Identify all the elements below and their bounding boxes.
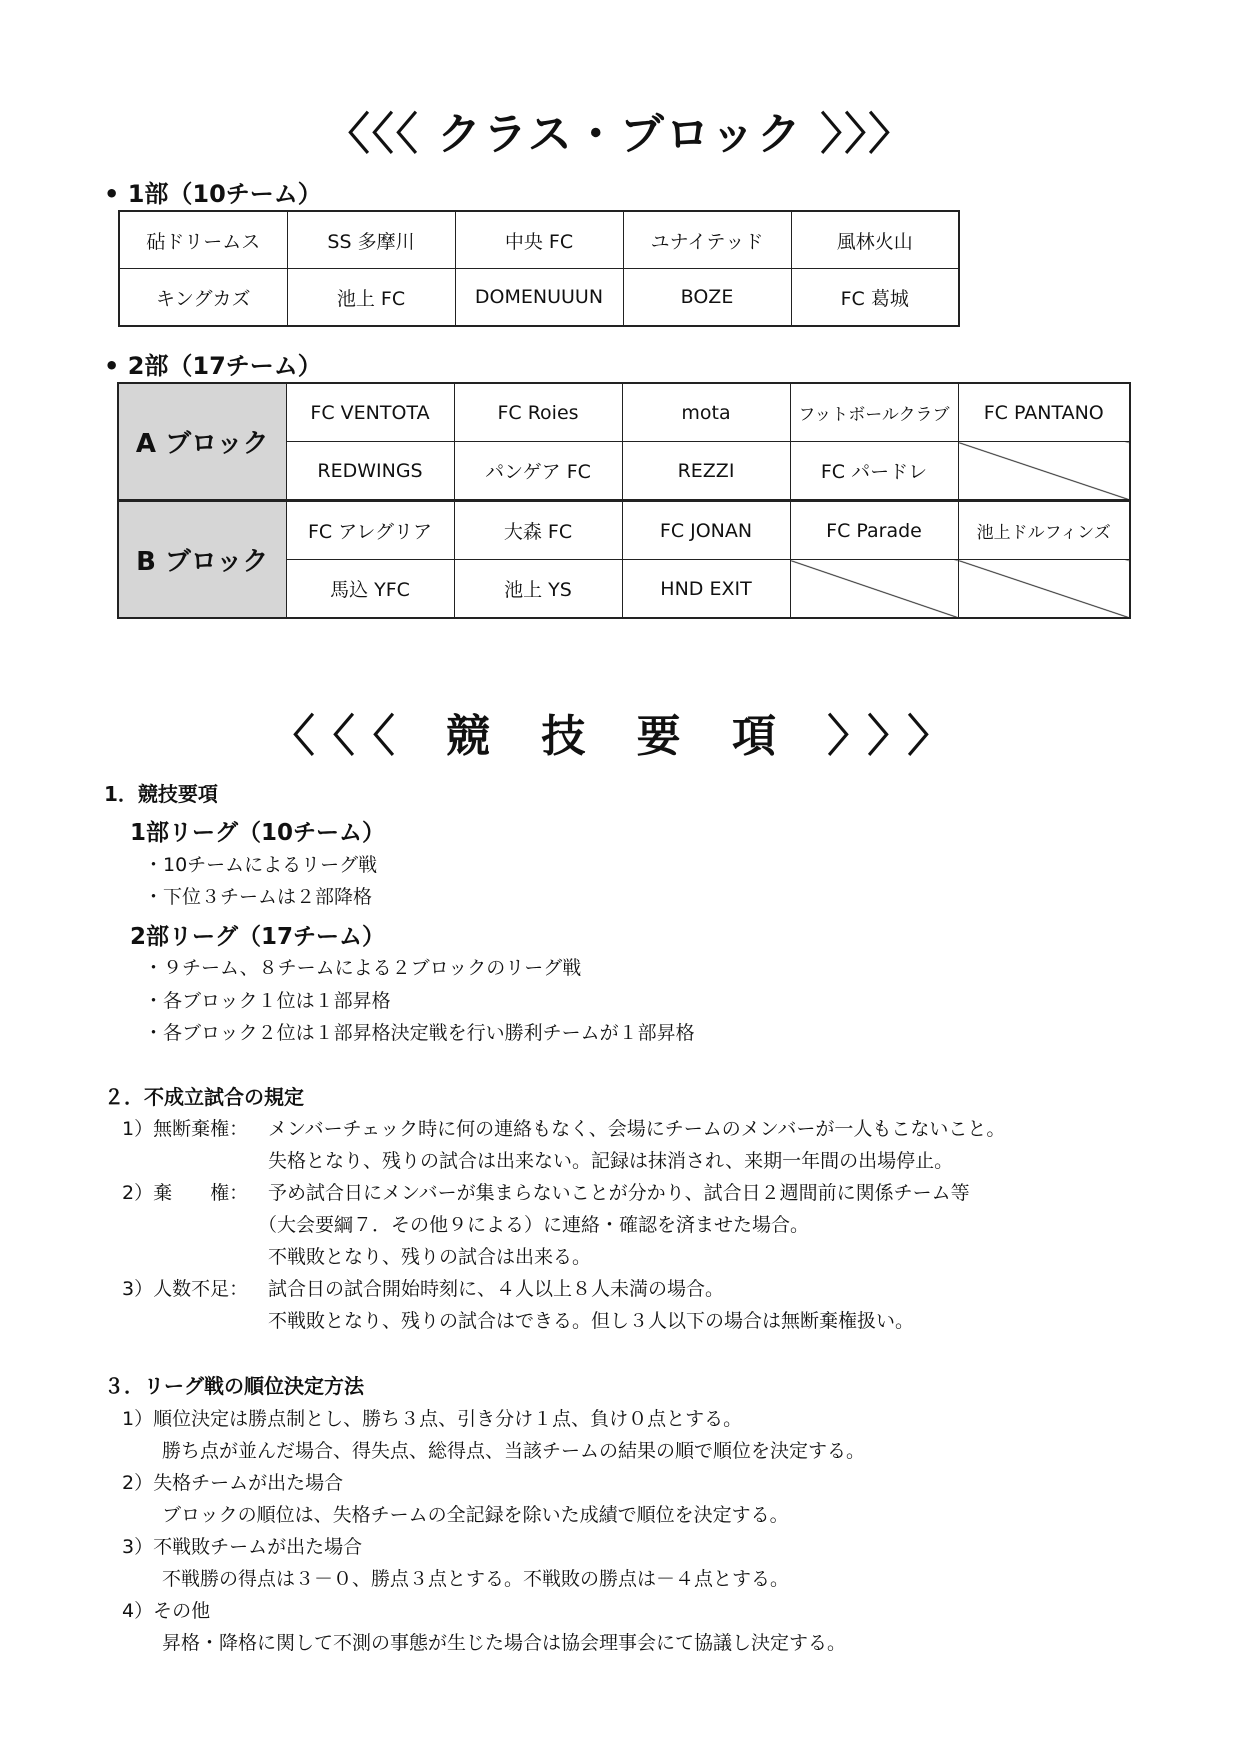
rule-2-text: （大会要綱７．その他９による）に連絡・確認を済ませた場合。	[258, 1214, 810, 1236]
team-cell: FC Roies	[454, 383, 622, 442]
team-cell: REZZI	[622, 442, 790, 501]
list-item: ・９チーム、８チームによる２ブロックのリーグ戦	[144, 957, 582, 979]
division2-heading: • 2部（17チーム）	[104, 352, 322, 380]
team-cell: FC Parade	[790, 501, 958, 560]
list-item: ・各ブロック２位は１部昇格決定戦を行い勝利チームが１部昇格	[144, 1022, 695, 1044]
list-item: ・10チームによるリーグ戦	[144, 854, 378, 876]
division1-team-table	[118, 210, 960, 327]
ranking-item-detail: 勝ち点が並んだ場合、得失点、総得点、当該チームの結果の順で順位を決定する。	[162, 1440, 866, 1462]
section-1-heading: 1．競技要項	[104, 782, 218, 806]
team-cell: キングカズ	[119, 269, 287, 327]
team-cell: 砧ドリームス	[119, 211, 287, 269]
rule-2-text: 予め試合日にメンバーが集まらないことが分かり、試合日２週間前に関係チーム等	[268, 1182, 970, 1204]
team-cell: ユナイテッド	[623, 211, 791, 269]
team-cell: 風林火山	[791, 211, 959, 269]
list-item: ・下位３チームは２部降格	[144, 886, 373, 908]
ranking-item: 4）その他	[122, 1600, 211, 1622]
rule-1-text: 失格となり、残りの試合は出来ない。記録は抹消され、来期一年間の出場停止。	[268, 1150, 954, 1172]
rule-1-text: メンバーチェック時に何の連絡もなく、会場にチームのメンバーが一人もこないこと。	[268, 1118, 1006, 1140]
empty-cell	[958, 442, 1130, 501]
rule-2-text: 不戦敗となり、残りの試合は出来る。	[268, 1246, 592, 1268]
team-cell: FC VENTOTA	[286, 383, 454, 442]
ranking-item: 1）順位決定は勝点制とし、勝ち３点、引き分け１点、負け０点とする。	[122, 1408, 743, 1430]
team-cell: 池上 YS	[454, 560, 622, 619]
table-row	[119, 269, 959, 327]
team-cell: DOMENUUUN	[455, 269, 623, 327]
section-3-heading: ３．リーグ戦の順位決定方法	[104, 1374, 364, 1398]
ranking-item-detail: ブロックの順位は、失格チームの全記録を除いた成績で順位を決定する。	[162, 1504, 789, 1526]
ranking-item: 3）不戦敗チームが出た場合	[122, 1536, 363, 1558]
section-2-heading: ２．不成立試合の規定	[104, 1085, 304, 1109]
team-cell: 池上ドルフィンズ	[958, 501, 1130, 560]
empty-cell	[790, 560, 958, 619]
table-row	[118, 501, 1130, 560]
division2-team-table	[117, 382, 1131, 619]
rule-3-text: 不戦敗となり、残りの試合はできる。但し３人以下の場合は無断棄権扱い。	[268, 1310, 915, 1332]
league1-heading: 1部リーグ（10チーム）	[130, 820, 386, 846]
rule-1-label: 1）無断棄権：	[122, 1118, 249, 1140]
rule-3-text: 試合日の試合開始時刻に、４人以上８人未満の場合。	[268, 1278, 725, 1300]
team-cell: mota	[622, 383, 790, 442]
team-cell: FC アレグリア	[286, 501, 454, 560]
rule-2-label: 2）棄 権：	[122, 1182, 249, 1204]
team-cell: 馬込 YFC	[286, 560, 454, 619]
ranking-item-detail: 不戦勝の得点は３－０、勝点３点とする。不戦敗の勝点は－４点とする。	[162, 1568, 790, 1590]
team-cell: FC JONAN	[622, 501, 790, 560]
empty-cell	[958, 560, 1130, 619]
team-cell: HND EXIT	[622, 560, 790, 619]
ranking-item-detail: 昇格・降格に関して不測の事態が生じた場合は協会理事会にて協議し決定する。	[162, 1632, 847, 1654]
table-row	[119, 211, 959, 269]
list-item: ・各ブロック１位は１部昇格	[144, 990, 391, 1012]
team-cell: 中央 FC	[455, 211, 623, 269]
rule-3-label: 3）人数不足：	[122, 1278, 249, 1300]
team-cell: FC PANTANO	[958, 383, 1130, 442]
team-cell: FC パードレ	[790, 442, 958, 501]
league2-heading: 2部リーグ（17チーム）	[130, 924, 386, 950]
class-block-title: 〈〈〈 クラス・ブロック 〉〉〉	[325, 109, 915, 160]
team-cell: パンゲア FC	[454, 442, 622, 501]
team-cell: BOZE	[623, 269, 791, 327]
ranking-item: 2）失格チームが出た場合	[122, 1472, 344, 1494]
block-a-label: A ブロック	[118, 383, 286, 501]
team-cell: SS 多摩川	[287, 211, 455, 269]
team-cell: REDWINGS	[286, 442, 454, 501]
team-cell: フットボールクラブ	[790, 383, 958, 442]
block-b-label: B ブロック	[118, 501, 286, 619]
rules-title: 〈〈〈 競 技 要 項 〉〉〉	[270, 711, 970, 762]
team-cell: 大森 FC	[454, 501, 622, 560]
team-cell: 池上 FC	[287, 269, 455, 327]
team-cell: FC 葛城	[791, 269, 959, 327]
division1-heading: • 1部（10チーム）	[104, 180, 322, 208]
table-row	[118, 383, 1130, 442]
